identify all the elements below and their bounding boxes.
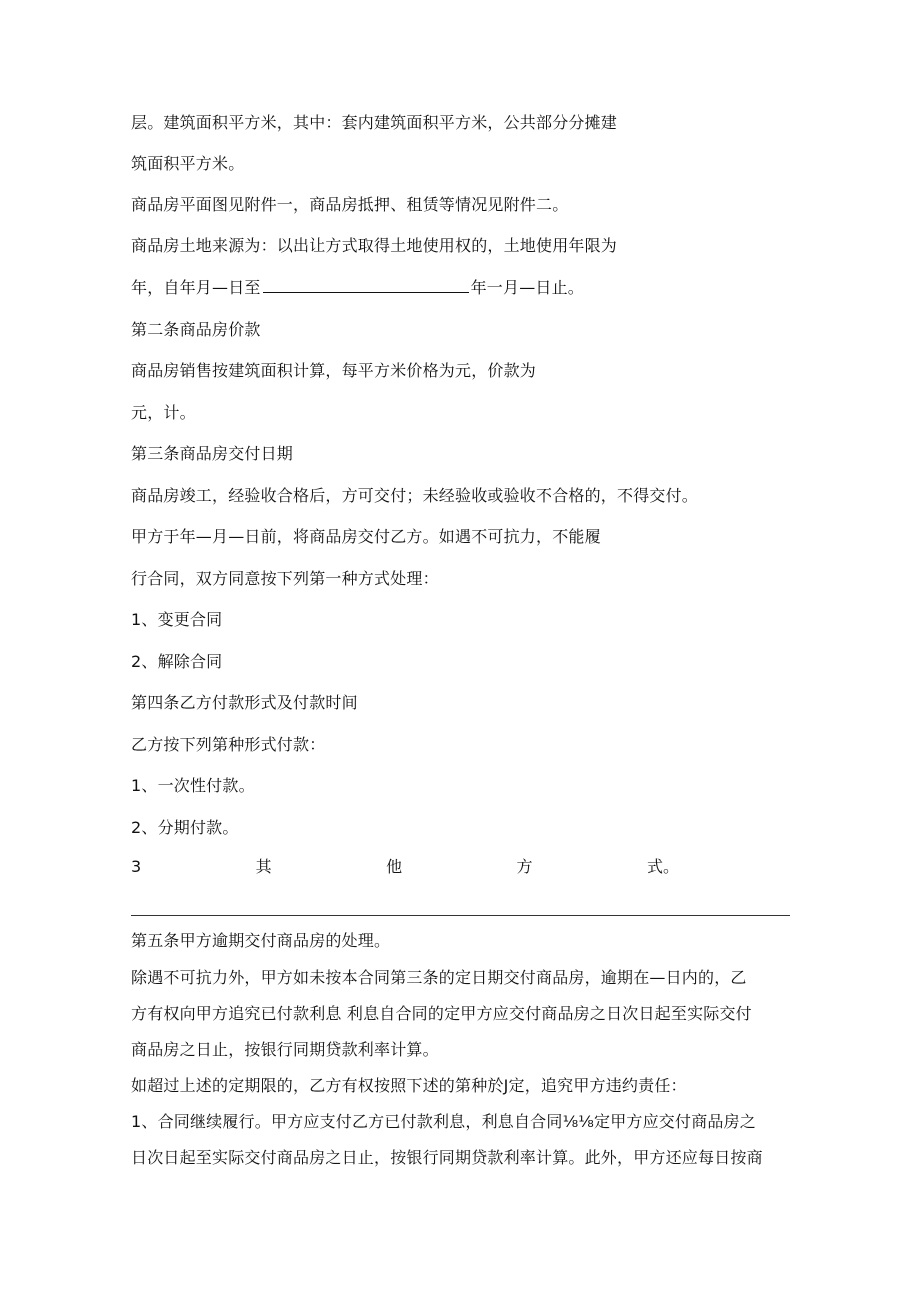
text-line: 乙方按下列第种形式付款： [131, 735, 326, 754]
text-line: 如超过上述的定期限的，乙方有权按照下述的第种於J定，追究甲方违约责任： [131, 1076, 687, 1095]
land-term-suffix: 年一月—日止。 [470, 278, 585, 297]
section-heading: 第三条商品房交付日期 [131, 444, 294, 463]
text-line: 日次日起至实际交付商品房之日止，按银行同期贷款利率计算。此外，甲方还应每日按商 [131, 1148, 763, 1167]
text-line: 除遇不可抗力外，甲方如未按本合同第三条的定日期交付商品房，逾期在—日内的，乙 [131, 968, 747, 987]
list-item: 2、解除合同 [131, 652, 223, 671]
list-item: 1、变更合同 [131, 610, 223, 629]
section-heading: 第五条甲方逾期交付商品房的处理。 [131, 931, 391, 950]
spread-char: 其 [255, 857, 272, 876]
text-line: 商品房之日止，按银行同期贷款利率计算。 [131, 1040, 439, 1059]
text-line: 商品房土地来源为：以出让方式取得土地使用权的，土地使用年限为 [131, 236, 618, 255]
list-item: 1、一次性付款。 [131, 776, 255, 795]
text-line: 商品房销售按建筑面积计算，每平方米价格为元，价款为 [131, 361, 537, 380]
land-term-line [131, 278, 584, 298]
section-heading: 第四条乙方付款形式及付款时间 [131, 693, 358, 712]
list-item: 2、分期付款。 [131, 818, 239, 837]
text-line: 方有权向甲方追究已付款利息 利息自合同的定甲方应交付商品房之日次日起至实际交付 [131, 1004, 752, 1023]
spread-char: 式。 [646, 857, 679, 876]
fill-in-blank [263, 278, 469, 293]
land-term-prefix: 年，自年月—日至 [131, 278, 261, 297]
text-line: 行合同，双方同意按下列第一种方式处理： [131, 569, 439, 588]
text-line: 商品房竣工，经验收合格后，方可交付；未经验收或验收不合格的，不得交付。 [131, 486, 699, 505]
text-line: 商品房平面图见附件一，商品房抵押、租赁等情况见附件二。 [131, 195, 569, 214]
spread-char: 他 [386, 857, 403, 876]
section-heading: 第二条商品房价款 [131, 320, 261, 339]
text-line: 层。建筑面积平方米，其中：套内建筑面积平方米，公共部分分摊建 [131, 113, 618, 132]
text-line: 甲方于年—月—日前，将商品房交付乙方。如遇不可抗力，不能履 [131, 527, 601, 546]
horizontal-rule [131, 915, 790, 916]
list-item-number: 3 [131, 857, 142, 876]
text-line: 元，计。 [131, 403, 196, 422]
spread-char: 方 [516, 857, 533, 876]
text-line: 筑面积平方米。 [131, 154, 245, 173]
list-item: 1、合同继续履行。甲方应支付乙方已付款利息，利息自合同⅛⅛定甲方应交付商品房之 [131, 1112, 756, 1131]
list-item-other-method [131, 857, 679, 877]
